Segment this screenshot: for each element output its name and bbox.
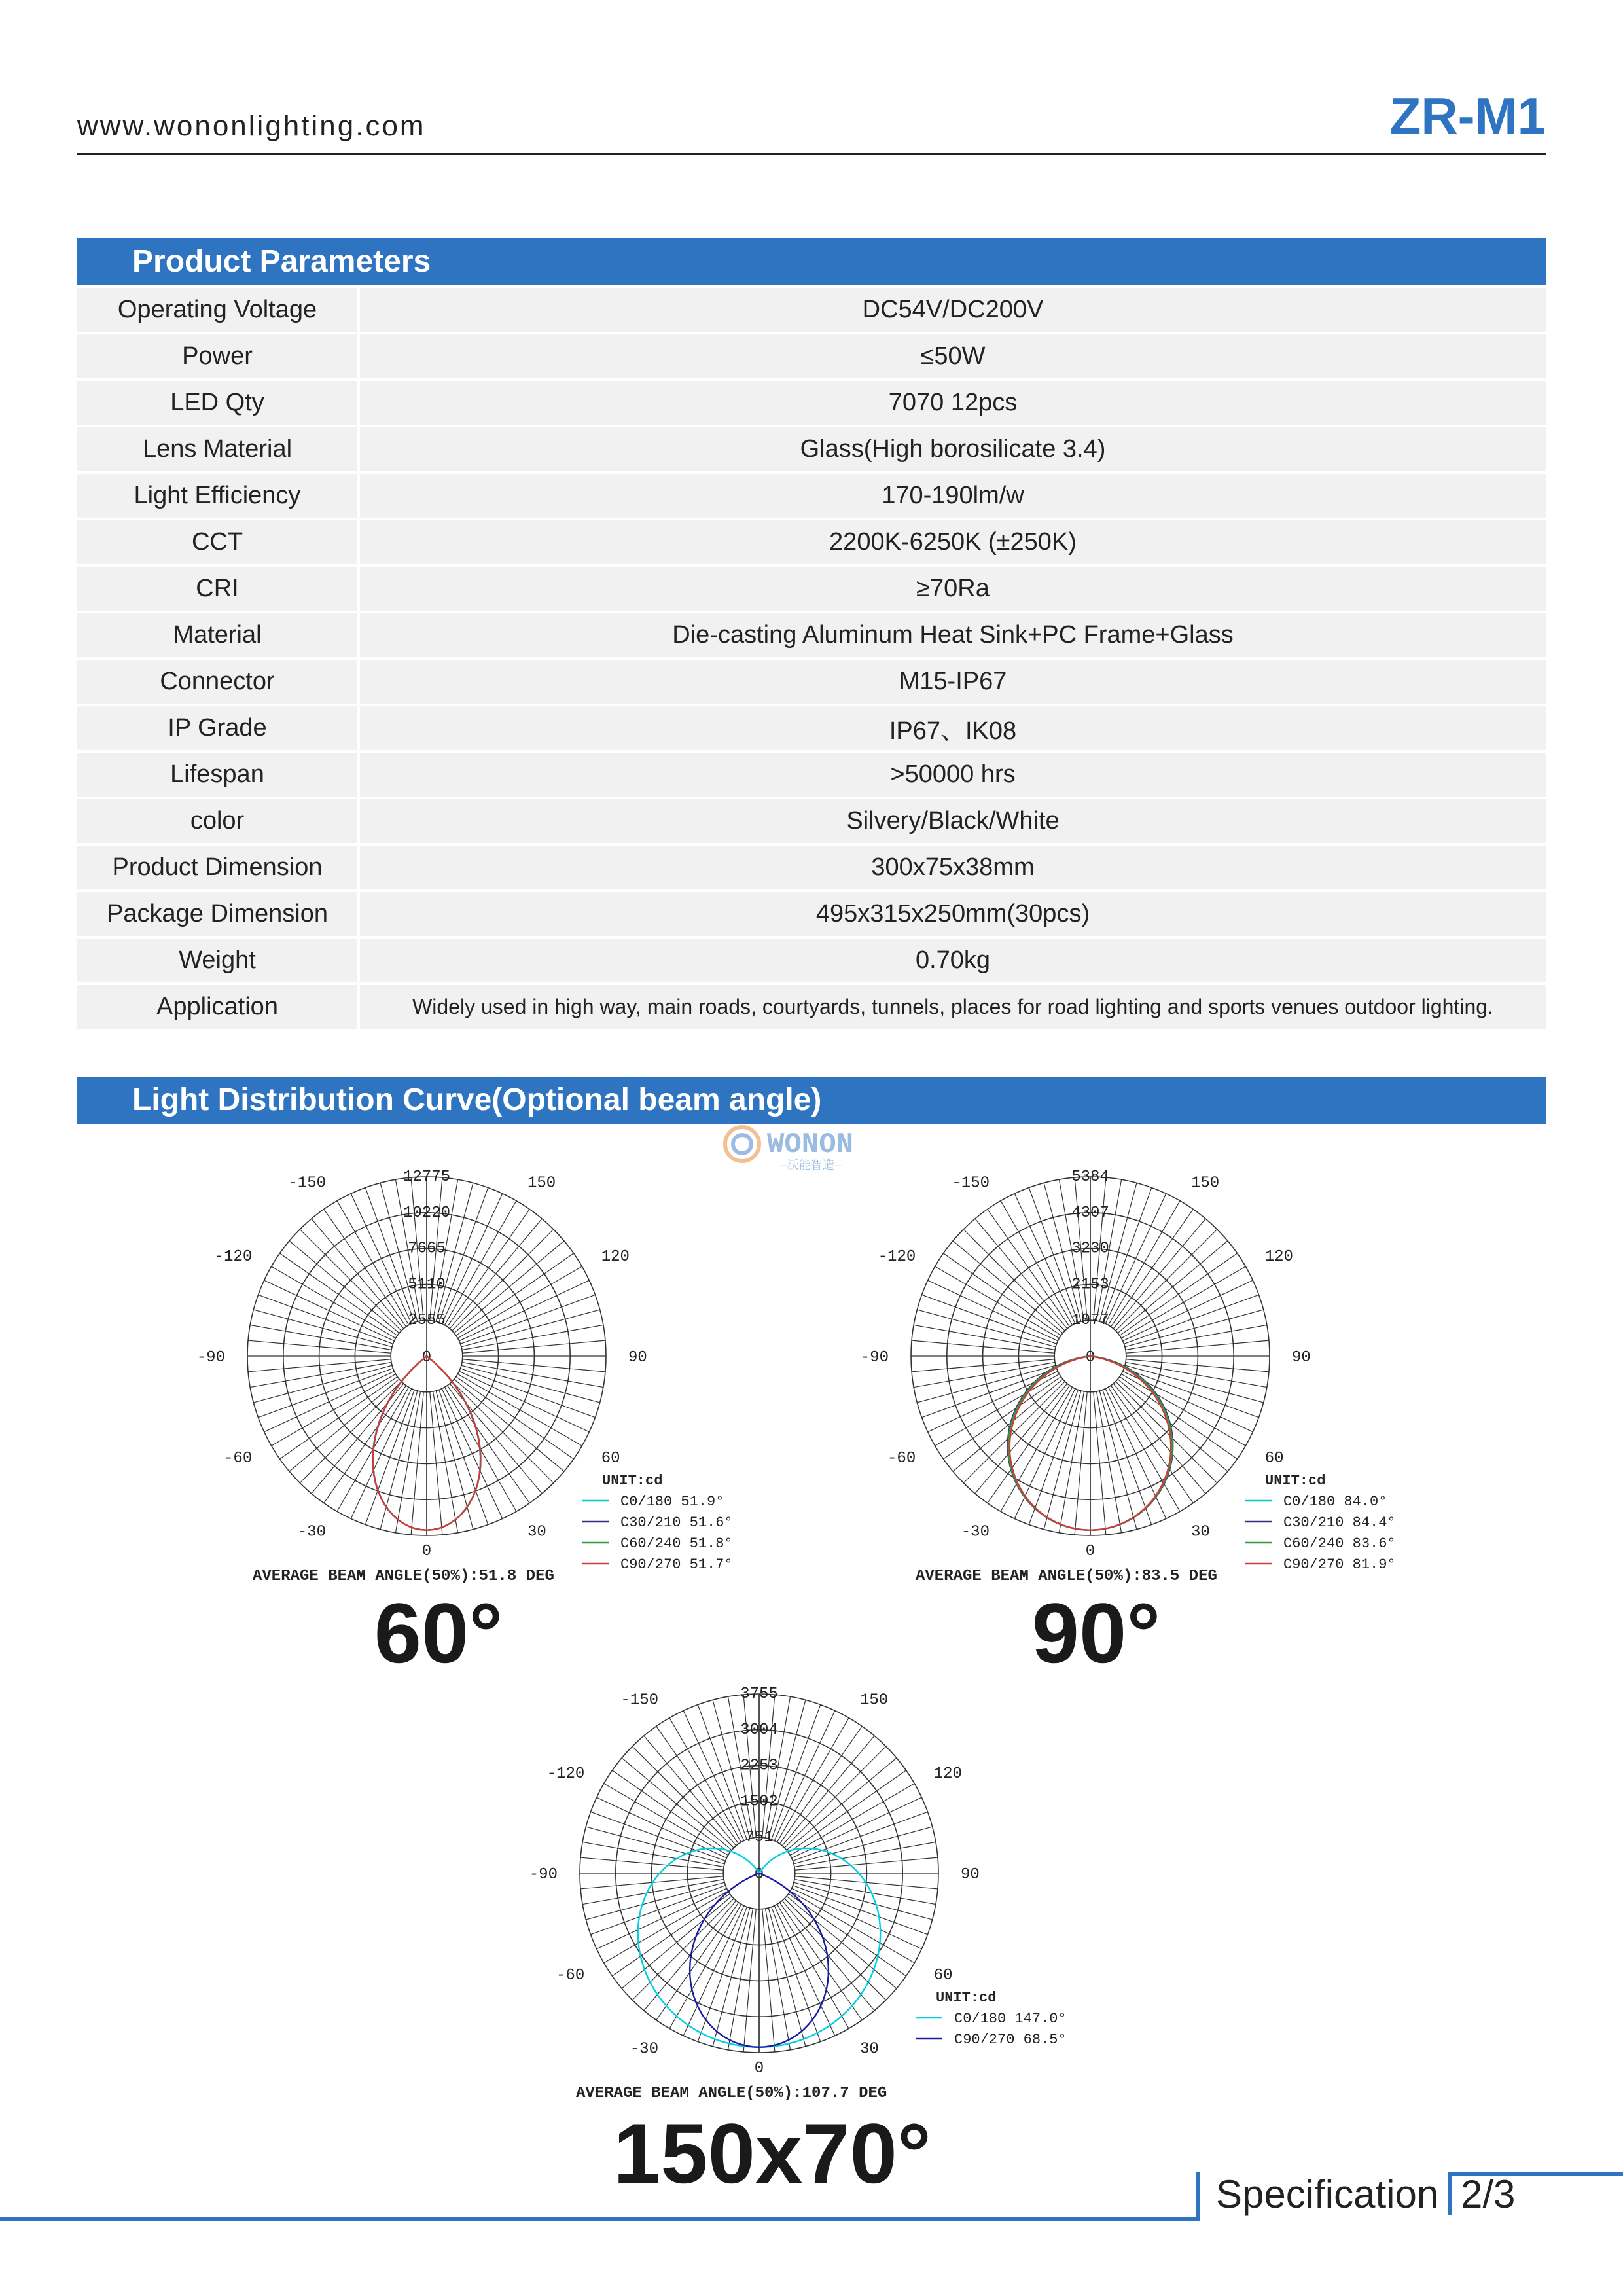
param-row bbox=[77, 426, 1546, 473]
polar-spoke bbox=[1044, 1391, 1081, 1530]
polar-spoke bbox=[444, 1201, 516, 1325]
center-label: 0 bbox=[754, 1866, 764, 1884]
polar-spoke bbox=[597, 1888, 727, 1949]
param-row bbox=[77, 937, 1546, 984]
polar-spoke bbox=[728, 1909, 753, 2050]
legend-entry: C0/180 84.0° bbox=[1283, 1494, 1387, 1510]
angle-label: -150 bbox=[620, 1691, 658, 1710]
legend-entry: C60/240 51.8° bbox=[620, 1535, 733, 1552]
footer-title: Specification bbox=[1216, 2172, 1439, 2216]
polar-spoke bbox=[586, 1882, 724, 1920]
polar-spoke bbox=[766, 1909, 791, 2050]
angle-label: -120 bbox=[546, 1765, 585, 1783]
param-row bbox=[77, 891, 1546, 937]
polar-spoke bbox=[462, 1363, 603, 1388]
center-label: 0 bbox=[421, 1349, 432, 1367]
param-label: Product Dimension bbox=[77, 844, 359, 891]
legend-entry: C90/270 51.7° bbox=[620, 1556, 733, 1573]
logo-brand: WONON bbox=[767, 1128, 854, 1161]
section-header-product-parameters bbox=[77, 238, 1546, 285]
average-beam-angle: AVERAGE BEAM ANGLE(50%):107.7 DEG bbox=[576, 2085, 887, 2102]
polar-spoke bbox=[1123, 1280, 1253, 1341]
polar-spoke bbox=[794, 1882, 933, 1920]
ring-label: 2253 bbox=[740, 1757, 778, 1775]
angle-label: 0 bbox=[754, 2060, 764, 2077]
angle-label: 120 bbox=[601, 1248, 630, 1266]
polar-spoke bbox=[272, 1266, 396, 1338]
angle-label: -120 bbox=[214, 1248, 253, 1266]
polar-spoke bbox=[582, 1880, 724, 1905]
polar-spoke bbox=[794, 1842, 936, 1867]
polar-spoke bbox=[436, 1391, 473, 1530]
param-value: ≤50W bbox=[359, 333, 1546, 380]
footer-bar bbox=[1196, 2172, 1200, 2221]
section-title: Product Parameters bbox=[132, 244, 431, 279]
param-label: Material bbox=[77, 612, 359, 658]
ring-label: 5110 bbox=[408, 1276, 446, 1294]
polar-spoke bbox=[794, 1827, 933, 1864]
polar-spoke bbox=[1108, 1387, 1180, 1511]
polar-chart-90 bbox=[853, 1152, 1442, 1597]
polar-spoke bbox=[250, 1363, 391, 1388]
polar-spoke bbox=[1014, 1194, 1075, 1324]
polar-spoke bbox=[1113, 1219, 1205, 1329]
legend-entry: C30/210 84.4° bbox=[1283, 1515, 1396, 1531]
param-row bbox=[77, 751, 1546, 798]
ring-label: 7665 bbox=[408, 1240, 446, 1258]
polar-spoke bbox=[264, 1280, 395, 1341]
polar-spoke bbox=[774, 1711, 835, 1841]
legend-entry: C60/240 83.6° bbox=[1283, 1535, 1396, 1552]
polar-spoke bbox=[917, 1310, 1056, 1347]
polar-spoke bbox=[1105, 1389, 1166, 1519]
polar-spoke bbox=[1105, 1194, 1166, 1324]
polar-spoke bbox=[442, 1194, 503, 1324]
ring-label: 2153 bbox=[1071, 1276, 1109, 1294]
polar-spoke bbox=[1014, 1389, 1075, 1519]
angle-label: 60 bbox=[601, 1450, 620, 1467]
param-row bbox=[77, 984, 1546, 1030]
polar-spoke bbox=[975, 1219, 1067, 1329]
legend-entry: C0/180 147.0° bbox=[954, 2011, 1067, 2027]
section-title: Light Distribution Curve(Optional beam angle) bbox=[132, 1083, 822, 1117]
param-label: Connector bbox=[77, 658, 359, 705]
param-label: CRI bbox=[77, 565, 359, 612]
angle-label: -120 bbox=[878, 1248, 916, 1266]
polar-spoke bbox=[1099, 1391, 1137, 1530]
param-value: 7070 12pcs bbox=[359, 380, 1546, 426]
polar-spoke bbox=[289, 1379, 399, 1471]
polar-spoke bbox=[669, 1904, 741, 2028]
polar-spoke bbox=[1125, 1310, 1264, 1347]
polar-spoke bbox=[459, 1371, 590, 1432]
angle-label: 90 bbox=[1292, 1349, 1311, 1367]
angle-label: -30 bbox=[297, 1523, 326, 1541]
polar-spoke bbox=[454, 1241, 564, 1333]
param-row bbox=[77, 519, 1546, 565]
angle-label: -90 bbox=[529, 1866, 558, 1884]
angle-label: 30 bbox=[1191, 1523, 1210, 1541]
polar-spoke bbox=[312, 1219, 404, 1329]
polar-spoke bbox=[351, 1194, 412, 1324]
polar-spoke bbox=[782, 1736, 874, 1846]
param-label: Operating Voltage bbox=[77, 288, 359, 333]
ring-label: 3230 bbox=[1071, 1240, 1109, 1258]
ring-label: 2555 bbox=[408, 1312, 446, 1330]
param-label: Package Dimension bbox=[77, 891, 359, 937]
polar-spoke bbox=[459, 1280, 590, 1341]
param-value: Glass(High borosilicate 3.4) bbox=[359, 426, 1546, 473]
param-value: Silvery/Black/White bbox=[359, 798, 1546, 844]
param-label: Lifespan bbox=[77, 751, 359, 798]
angle-label: 0 bbox=[1085, 1543, 1096, 1560]
angle-label: -60 bbox=[887, 1450, 916, 1467]
logo-sub: —沃能智造— bbox=[780, 1160, 842, 1173]
section-header-light-distribution bbox=[77, 1077, 1546, 1124]
angle-label: 90 bbox=[961, 1866, 980, 1884]
angle-label: -60 bbox=[224, 1450, 253, 1467]
legend-entry: C90/270 81.9° bbox=[1283, 1556, 1396, 1573]
polar-spoke bbox=[272, 1374, 396, 1446]
polar-spoke bbox=[683, 1906, 744, 2036]
polar-spoke bbox=[586, 1827, 724, 1864]
polar-spoke bbox=[1097, 1391, 1122, 1533]
angle-label: 120 bbox=[933, 1765, 962, 1783]
polar-spoke bbox=[1126, 1325, 1267, 1350]
angle-label: 150 bbox=[527, 1174, 556, 1193]
param-label: color bbox=[77, 798, 359, 844]
polar-spoke bbox=[669, 1718, 741, 1842]
polar-spoke bbox=[461, 1365, 600, 1403]
polar-spoke bbox=[289, 1241, 399, 1333]
param-row bbox=[77, 288, 1546, 333]
polar-spoke bbox=[582, 1842, 724, 1867]
legend-entry: C30/210 51.6° bbox=[620, 1515, 733, 1531]
param-value: IP67、IK08 bbox=[359, 705, 1546, 751]
param-row bbox=[77, 473, 1546, 519]
polar-spoke bbox=[774, 1906, 835, 2036]
legend-unit: UNIT:cd bbox=[936, 1990, 997, 2006]
angle-label: -30 bbox=[961, 1523, 990, 1541]
polar-spoke bbox=[914, 1325, 1055, 1350]
param-label: Lens Material bbox=[77, 426, 359, 473]
legend-unit: UNIT:cd bbox=[602, 1473, 663, 1489]
polar-spoke bbox=[622, 1758, 732, 1850]
polar-spoke bbox=[604, 1784, 728, 1856]
polar-spoke bbox=[450, 1219, 542, 1329]
polar-spoke bbox=[644, 1736, 736, 1846]
param-label: IP Grade bbox=[77, 705, 359, 751]
angle-label: -90 bbox=[196, 1349, 225, 1367]
polar-spoke bbox=[713, 1908, 750, 2047]
legend-entry: C0/180 51.9° bbox=[620, 1494, 724, 1510]
polar-spoke bbox=[1121, 1266, 1245, 1338]
angle-label: 90 bbox=[628, 1349, 647, 1367]
polar-spoke bbox=[264, 1371, 395, 1432]
parameters-table bbox=[77, 288, 1546, 1031]
footer-divider bbox=[0, 2217, 1199, 2221]
model-title: ZR-M1 bbox=[1389, 87, 1546, 145]
angle-label: -90 bbox=[860, 1349, 889, 1367]
polar-spoke bbox=[461, 1310, 600, 1347]
param-label: Light Efficiency bbox=[77, 473, 359, 519]
param-row bbox=[77, 658, 1546, 705]
param-label: Weight bbox=[77, 937, 359, 984]
param-value: 0.70kg bbox=[359, 937, 1546, 984]
polar-spoke bbox=[787, 1758, 897, 1850]
ring-label: 12775 bbox=[402, 1168, 451, 1186]
param-value: 170-190lm/w bbox=[359, 473, 1546, 519]
polar-spoke bbox=[454, 1379, 564, 1471]
ring-label: 10220 bbox=[402, 1204, 451, 1222]
polar-spoke bbox=[1059, 1391, 1084, 1533]
ring-label: 5384 bbox=[1071, 1168, 1109, 1186]
polar-spoke bbox=[250, 1325, 391, 1350]
legend-unit: UNIT:cd bbox=[1265, 1473, 1326, 1489]
average-beam-angle: AVERAGE BEAM ANGLE(50%):83.5 DEG bbox=[916, 1568, 1217, 1585]
param-label: Power bbox=[77, 333, 359, 380]
legend-entry: C90/270 68.5° bbox=[954, 2032, 1067, 2048]
footer-bar-page bbox=[1448, 2172, 1452, 2215]
polar-spoke bbox=[1118, 1241, 1228, 1333]
param-value: M15-IP67 bbox=[359, 658, 1546, 705]
ring-label: 4307 bbox=[1071, 1204, 1109, 1222]
angle-label: -150 bbox=[952, 1174, 990, 1193]
param-value: 495x315x250mm(30pcs) bbox=[359, 891, 1546, 937]
polar-spoke bbox=[253, 1310, 392, 1347]
angle-label: -150 bbox=[288, 1174, 326, 1193]
ring-label: 751 bbox=[745, 1829, 774, 1847]
param-value: DC54V/DC200V bbox=[359, 288, 1546, 333]
page-number: 2/3 bbox=[1461, 2172, 1516, 2216]
ring-label: 1502 bbox=[740, 1793, 778, 1811]
angle-label: -30 bbox=[630, 2040, 658, 2058]
angle-label: 60 bbox=[933, 1967, 953, 1984]
polar-spoke bbox=[433, 1391, 458, 1533]
ring-label: 1077 bbox=[1071, 1312, 1109, 1330]
polar-spoke bbox=[1001, 1387, 1073, 1511]
polar-chart-60 bbox=[190, 1152, 733, 1597]
polar-spoke bbox=[604, 1891, 728, 1963]
param-value: ≥70Ra bbox=[359, 565, 1546, 612]
param-value: >50000 hrs bbox=[359, 751, 1546, 798]
polar-spoke bbox=[253, 1365, 392, 1403]
param-row bbox=[77, 333, 1546, 380]
param-value: Die-casting Aluminum Heat Sink+PC Frame+Glass bbox=[359, 612, 1546, 658]
polar-spoke bbox=[794, 1880, 936, 1905]
polar-spoke bbox=[1108, 1201, 1180, 1325]
polar-spoke bbox=[457, 1374, 582, 1446]
polar-spoke bbox=[777, 1718, 849, 1842]
average-beam-angle: AVERAGE BEAM ANGLE(50%):51.8 DEG bbox=[253, 1568, 554, 1585]
param-value: Widely used in high way, main roads, courtyards, tunnels, places for road lighting and sports venues outdoor lighting. bbox=[359, 984, 1546, 1030]
polar-spoke bbox=[380, 1391, 418, 1530]
polar-spoke bbox=[790, 1784, 914, 1856]
ring-label: 3755 bbox=[740, 1685, 778, 1703]
param-row bbox=[77, 380, 1546, 426]
angle-label: -60 bbox=[556, 1967, 585, 1984]
beam-caption-90: 90° bbox=[1031, 1585, 1161, 1681]
polar-spoke bbox=[935, 1374, 1060, 1446]
polar-spoke bbox=[768, 1908, 806, 2047]
polar-spoke bbox=[935, 1266, 1060, 1338]
angle-label: 150 bbox=[1191, 1174, 1220, 1193]
param-row bbox=[77, 798, 1546, 844]
param-row bbox=[77, 565, 1546, 612]
polar-spoke bbox=[1121, 1374, 1245, 1446]
polar-spoke bbox=[457, 1266, 582, 1338]
polar-spoke bbox=[337, 1201, 409, 1325]
polar-spoke bbox=[683, 1711, 744, 1841]
param-row bbox=[77, 844, 1546, 891]
polar-spoke bbox=[790, 1891, 914, 1963]
angle-label: 30 bbox=[527, 1523, 546, 1541]
angle-label: 150 bbox=[860, 1691, 889, 1710]
angle-label: 120 bbox=[1264, 1248, 1293, 1266]
param-row bbox=[77, 705, 1546, 751]
angle-label: 60 bbox=[1264, 1450, 1284, 1467]
param-value: 300x75x38mm bbox=[359, 844, 1546, 891]
polar-spoke bbox=[395, 1391, 420, 1533]
angle-label: 0 bbox=[421, 1543, 432, 1560]
param-label: CCT bbox=[77, 519, 359, 565]
ring-label: 3004 bbox=[740, 1721, 778, 1739]
angle-label: 30 bbox=[860, 2040, 879, 2058]
polar-spoke bbox=[928, 1280, 1058, 1341]
param-value: 2200K-6250K (±250K) bbox=[359, 519, 1546, 565]
polar-spoke bbox=[777, 1904, 849, 2028]
header-divider bbox=[77, 153, 1546, 155]
beam-caption-60: 60° bbox=[374, 1585, 503, 1681]
polar-spoke bbox=[462, 1325, 603, 1350]
polar-chart-150x70 bbox=[524, 1669, 1113, 2114]
beam-caption-150x70: 150x70° bbox=[613, 2106, 931, 2201]
param-label: LED Qty bbox=[77, 380, 359, 426]
polar-spoke bbox=[792, 1888, 922, 1949]
polar-spoke bbox=[1001, 1201, 1073, 1325]
param-label: Application bbox=[77, 984, 359, 1030]
center-label: 0 bbox=[1085, 1349, 1096, 1367]
polar-spoke bbox=[953, 1241, 1063, 1333]
param-row bbox=[77, 612, 1546, 658]
site-url[interactable]: www.wononlighting.com bbox=[77, 110, 426, 142]
